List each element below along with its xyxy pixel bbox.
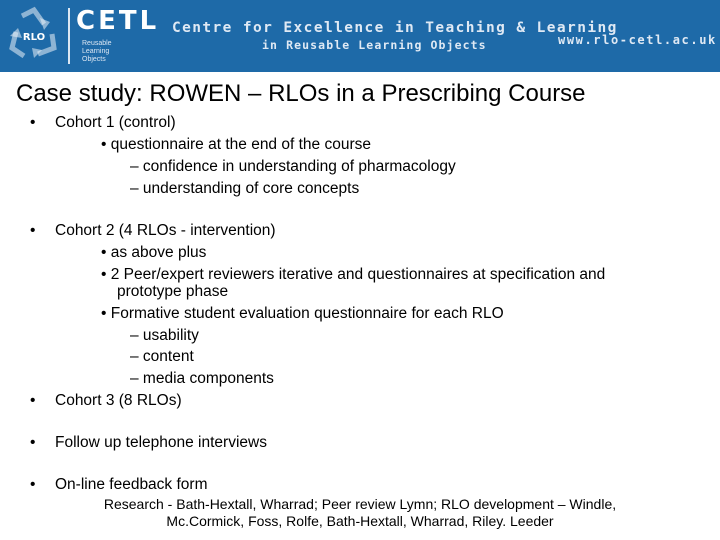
slide-title: Case study: ROWEN – RLOs in a Prescribing Course	[16, 80, 586, 107]
credits	[0, 496, 720, 530]
header-banner	[0, 0, 720, 72]
cohort2-item: • as above plus	[101, 244, 207, 261]
cohort2-subitem: – media components	[130, 370, 274, 387]
cohort2-subitem: – usability	[130, 327, 199, 344]
centre-title: Centre for Excellence in Teaching & Learning	[172, 20, 618, 36]
cohort3-heading: Cohort 3 (8 RLOs)	[55, 392, 182, 409]
bullet-icon: •	[30, 222, 36, 239]
feedback-heading: On-line feedback form	[55, 476, 208, 493]
cohort2-item: • Formative student evaluation questionnaire for each RLO	[101, 305, 504, 322]
centre-subtitle: in Reusable Learning Objects	[262, 38, 487, 52]
cohort2-item-continued: prototype phase	[117, 283, 229, 300]
recycle-logo-icon	[0, 0, 70, 72]
followup-heading: Follow up telephone interviews	[55, 434, 267, 451]
bullet-icon: •	[30, 114, 36, 131]
bullet-icon: •	[30, 434, 36, 451]
credits-line: Mc.Cormick, Foss, Rolfe, Bath-Hextall, Wharrad, Riley. Leeder	[166, 513, 554, 529]
logo-text: RLO	[22, 32, 46, 43]
cohort2-heading: Cohort 2 (4 RLOs - intervention)	[55, 222, 276, 239]
cohort1-item: • questionnaire at the end of the course	[101, 136, 371, 153]
cetl-wordmark: CETL	[76, 6, 160, 36]
bullet-icon: •	[30, 476, 36, 493]
cohort1-heading: Cohort 1 (control)	[55, 114, 176, 131]
cohort1-subitem: – confidence in understanding of pharmacology	[130, 158, 456, 175]
website-url: www.rlo-cetl.ac.uk	[558, 33, 717, 47]
credits-line: Research - Bath-Hextall, Wharrad; Peer review Lymn; RLO development – Windle,	[103, 496, 617, 512]
cohort2-subitem: – content	[130, 348, 194, 365]
logo-divider	[68, 8, 70, 64]
bullet-icon: •	[30, 392, 36, 409]
cetl-subtext: Reusable Learning Objects	[82, 40, 112, 63]
cohort1-subitem: – understanding of core concepts	[130, 180, 360, 197]
cohort2-item: • 2 Peer/expert reviewers iterative and questionnaires at specification and	[101, 266, 606, 283]
